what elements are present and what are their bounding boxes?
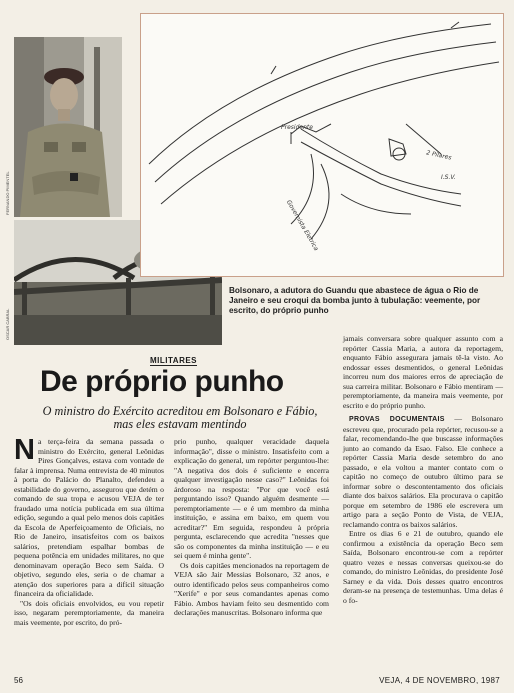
col3-subheading: PROVAS DOCUMENTAIS: [349, 416, 445, 423]
hand-drawn-sketch: [140, 13, 504, 277]
col2-paragraph-1: prio punho, qualquer veracidade daquela informação", disse o ministro. Insatisfeito com a explicação do general, um repórter perguntou-lhe: "A negativa dos dois é suficiente e encerra qualquer investigação nesse caso?" Leônidas foi árdoroso na resposta: "Por que você está perguntando isso? Quando alguém desmente — peremptoriamente — e é um membro da minha instituição, e assina em baixo, em quem vou acreditar?" Em seguida, respondeu à própria pergunta, esclarecendo que acredita "nesses que são os componentes da minha instituição — e eu sei quem é minha gente".: [174, 437, 329, 560]
col1-paragraph-2: "Os dois oficiais envolvidos, eu vou repetir isso, negaram peremptoriamente, da maneira mais veemente, por escrito, do pró-: [14, 598, 164, 627]
photo-caption: Bolsonaro, a adutora do Guandu que abastece de água o Rio de Janeiro e seu croqui da bomba junto à tubulação: veemente, por escrito, do próprio punho: [229, 286, 481, 315]
drop-cap: N: [14, 434, 35, 466]
col3-paragraph-3: Entre os dias 6 e 21 de outubro, quando ele confirmou a existência da operação Beco sem Saída, Bolsonaro encontrou-se com a repórter quatro vezes e nessas conversas queixou-se do comando, do ministro Leônidas, do presidente José Sarney e da vida. Dois desses quatro encontros deram-se na presença de testemunhas. Uma delas é o fo-: [343, 529, 503, 605]
section-label: MILITARES: [150, 356, 198, 365]
page-number: 56: [14, 676, 23, 685]
col1-paragraph-1: a terça-feira da semana passada o ministro do Exército, general Leônidas Pires Gonçalves, estava com vontade de falar à imprensa. Numa entrevista de 40 minutos à porta do Palácio do Planalto, defendeu a estabilidade do governo, assegurou que detém o comando de sua tropa e acusou VEJA de ter fraudado uma notícia publicada em sua última edição, segundo a qual pelo menos dois capitães da Escola de Aperfeiçoamento de Oficiais, no Rio de Janeiro, insatisfeitos com os baixos salários, pretendiam espalhar bombas de pequena potência em unidades militares, no que denominavam operação Beco sem Saída. O objetivo, segundo eles, seria o de chamar a atenção dos superiores para a difícil situação financeira da oficialidade.: [14, 437, 164, 598]
article-column-2: [174, 437, 329, 618]
officer-photo-credit: FERNANDO PIMENTEL: [5, 171, 10, 215]
sketch-label-4: Governista Eletrica: [284, 199, 320, 253]
headline: De próprio punho: [40, 365, 284, 398]
sketch-drawing: [141, 14, 503, 276]
article-column-1: [14, 434, 164, 627]
aqueduct-photo-credit: OSCAR CABRAL: [5, 308, 10, 340]
col2-paragraph-2: Os dois capitães mencionados na reportagem de VEJA são Jair Messias Bolsonaro, 32 anos, e outro identificado pelos seus companheiros como "Xerife" e por seus comandantes apenas como Fábio. Ambos haviam feito seu desmentido com declarações manuscritas. Bolsonaro informa que: [174, 560, 329, 617]
issue-date: VEJA, 4 DE NOVEMBRO, 1987: [379, 676, 500, 685]
officer-photo-image: [14, 37, 122, 217]
sketch-label-1: Presidente: [281, 124, 313, 131]
sketch-label-3: I.S.V.: [441, 174, 456, 181]
sketch-label-2: 2 Pilares: [425, 149, 453, 162]
col3-paragraph-1: jamais conversara sobre qualquer assunto com a repórter Cassia Maria, a autora da reportagem, enquanto Fábio assegurara jamais tê-la visto. Ao endossar esses desmentidos, o general Leônidas incorreu num dos maiores erros de apreciação de sua carreira militar. Bolsonaro e Fábio mentiram — peremptoriamente, da maneira mais veemente, por escrito e do próprio punho.: [343, 334, 503, 410]
officer-photo: [14, 37, 122, 217]
subheadline: O ministro do Exército acreditou em Bolsonaro e Fábio, mas eles estavam mentindo: [42, 404, 318, 431]
article-column-3: [343, 334, 503, 605]
col3-paragraph-2: — Bolsonaro escreveu que, procurado pela repórter, recusou-se a falar, recomendando-lhe que buscasse informações junto ao comando da Esao. Falso. Ele conhece a repórter Cassia Maria desde setembro do ano passado, e ela voltou a manter contato com o capitão no começo de outubro último para se informar sobre o descontentamento dos oficiais diante dos baixos salários. Ela procurava o capitão porque em setembro de 1986 ele escrevera um artigo para a seção Ponto de Vista, de VEJA, reclamando contra os baixos salários.: [343, 414, 504, 529]
